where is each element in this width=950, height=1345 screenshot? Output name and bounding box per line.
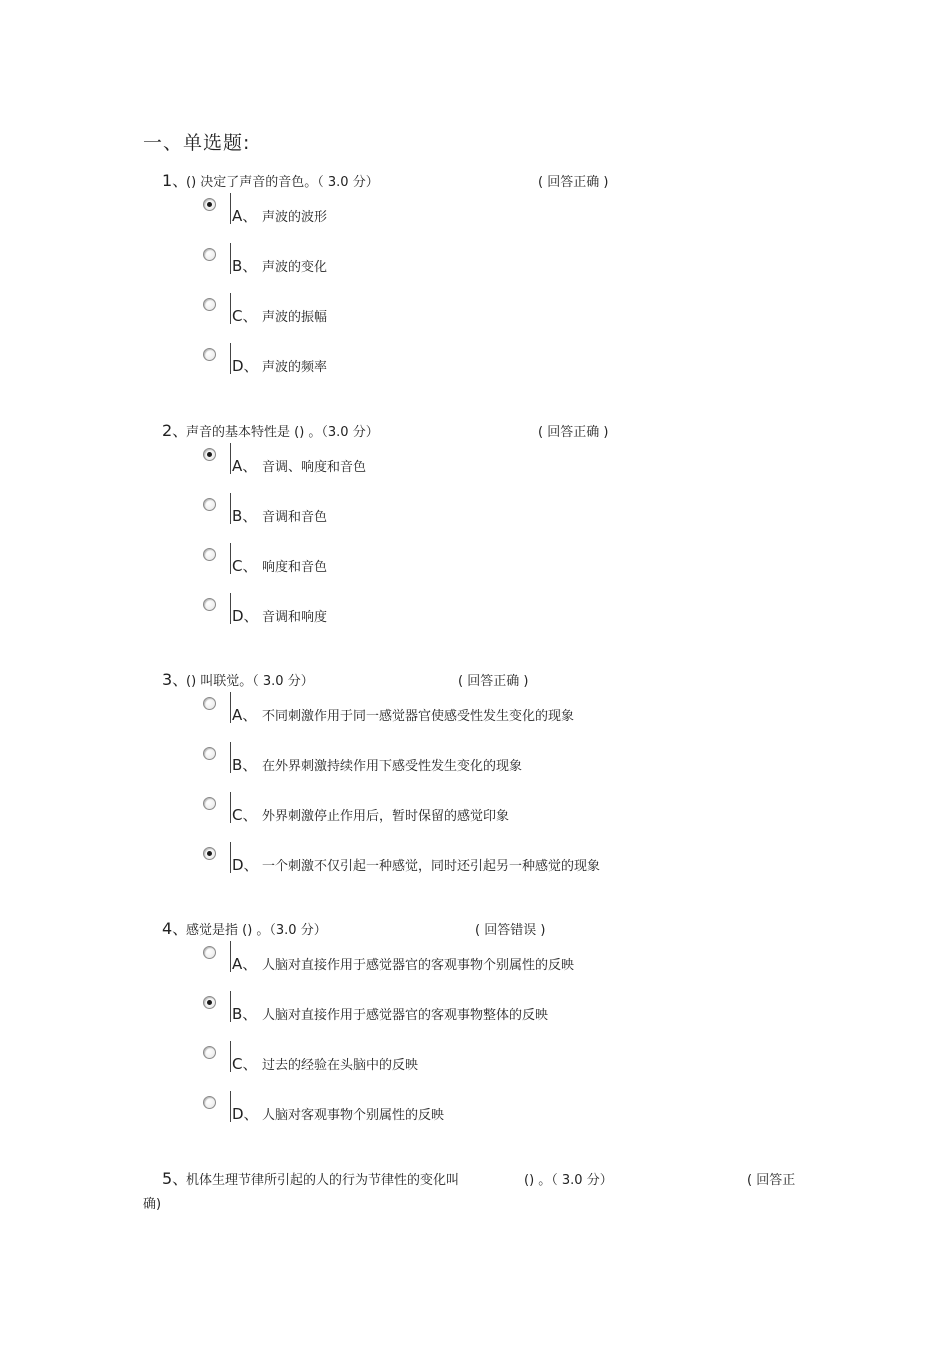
option-divider xyxy=(230,1091,231,1122)
question-3 xyxy=(0,669,950,909)
option-a[interactable] xyxy=(200,941,800,991)
radio-button[interactable] xyxy=(203,348,216,361)
option-list xyxy=(200,193,800,393)
option-text: 音调和响度 xyxy=(262,610,328,625)
option-letter: D、 xyxy=(232,357,259,375)
radio-button[interactable] xyxy=(203,697,216,710)
option-text: 人脑对客观事物个别属性的反映 xyxy=(262,1108,445,1123)
option-text: 过去的经验在头脑中的反映 xyxy=(262,1058,419,1073)
option-text: 声波的振幅 xyxy=(262,310,328,325)
option-text: 不同刺激作用于同一感觉器官使感受性发生变化的现象 xyxy=(262,709,575,724)
radio-button[interactable] xyxy=(203,448,216,461)
radio-button[interactable] xyxy=(203,747,216,760)
question-header xyxy=(0,669,950,691)
answer-status: ( 回答正确 ) xyxy=(458,674,529,689)
section-title: 一、单选题: xyxy=(143,132,251,154)
option-divider xyxy=(230,543,231,574)
option-b[interactable] xyxy=(200,243,800,293)
option-a[interactable] xyxy=(200,193,800,243)
option-text: 在外界刺激持续作用下感受性发生变化的现象 xyxy=(262,759,523,774)
option-letter: B、 xyxy=(232,756,258,774)
option-divider xyxy=(230,493,231,524)
question-number: 2、 xyxy=(162,421,189,440)
option-divider xyxy=(230,742,231,773)
question-header xyxy=(0,1168,950,1190)
question-number: 1、 xyxy=(162,171,189,190)
option-c[interactable] xyxy=(200,792,800,842)
option-a[interactable] xyxy=(200,443,800,493)
option-letter: B、 xyxy=(232,257,258,275)
answer-status: ( 回答正确 ) xyxy=(538,175,609,190)
question-text-suffix: () 。（ 3.0 分） xyxy=(524,1173,613,1188)
question-header xyxy=(0,170,950,192)
option-letter: C、 xyxy=(232,307,258,325)
option-divider xyxy=(230,991,231,1022)
question-number: 4、 xyxy=(162,919,189,938)
question-text: 声音的基本特性是 () 。（3.0 分） xyxy=(186,425,379,440)
option-divider xyxy=(230,293,231,324)
option-c[interactable] xyxy=(200,1041,800,1091)
option-divider xyxy=(230,193,231,224)
radio-button[interactable] xyxy=(203,548,216,561)
radio-button[interactable] xyxy=(203,248,216,261)
option-divider xyxy=(230,842,231,873)
answer-status: ( 回答正确 ) xyxy=(538,425,609,440)
radio-button[interactable] xyxy=(203,797,216,810)
radio-button[interactable] xyxy=(203,996,216,1009)
radio-button[interactable] xyxy=(203,1096,216,1109)
answer-status-continued: 确) xyxy=(143,1197,162,1212)
option-d[interactable] xyxy=(200,343,800,393)
radio-button[interactable] xyxy=(203,1046,216,1059)
radio-button[interactable] xyxy=(203,946,216,959)
option-text: 一个刺激不仅引起一种感觉，同时还引起另一种感觉的现象 xyxy=(262,859,601,874)
option-c[interactable] xyxy=(200,543,800,593)
option-letter: A、 xyxy=(232,457,258,475)
radio-button[interactable] xyxy=(203,598,216,611)
option-text: 声波的频率 xyxy=(262,360,328,375)
option-list xyxy=(200,692,800,892)
option-list xyxy=(200,941,800,1141)
option-c[interactable] xyxy=(200,293,800,343)
option-text: 响度和音色 xyxy=(262,560,328,575)
option-divider xyxy=(230,593,231,624)
option-b[interactable] xyxy=(200,742,800,792)
option-text: 音调、响度和音色 xyxy=(262,460,367,475)
radio-button[interactable] xyxy=(203,298,216,311)
option-a[interactable] xyxy=(200,692,800,742)
option-letter: C、 xyxy=(232,557,258,575)
option-letter: B、 xyxy=(232,1005,258,1023)
option-divider xyxy=(230,792,231,823)
option-divider xyxy=(230,692,231,723)
option-divider xyxy=(230,243,231,274)
option-letter: D、 xyxy=(232,856,259,874)
option-text: 人脑对直接作用于感觉器官的客观事物整体的反映 xyxy=(262,1008,549,1023)
question-text: 机体生理节律所引起的人的行为节律性的变化叫 xyxy=(186,1173,460,1188)
option-text: 人脑对直接作用于感觉器官的客观事物个别属性的反映 xyxy=(262,958,575,973)
question-text: 感觉是指 () 。（3.0 分） xyxy=(186,923,327,938)
question-text: () 决定了声音的音色。（ 3.0 分） xyxy=(186,175,379,190)
option-text: 声波的变化 xyxy=(262,260,328,275)
option-list xyxy=(200,443,800,643)
option-letter: B、 xyxy=(232,507,258,525)
option-text: 声波的波形 xyxy=(262,210,328,225)
option-letter: A、 xyxy=(232,955,258,973)
question-number: 5、 xyxy=(162,1169,189,1188)
option-letter: D、 xyxy=(232,1105,259,1123)
option-d[interactable] xyxy=(200,842,800,892)
option-letter: A、 xyxy=(232,207,258,225)
question-5 xyxy=(0,1168,950,1228)
question-header xyxy=(0,918,950,940)
question-text: () 叫联觉。（ 3.0 分） xyxy=(186,674,314,689)
option-d[interactable] xyxy=(200,1091,800,1141)
option-b[interactable] xyxy=(200,991,800,1041)
option-divider xyxy=(230,343,231,374)
question-1 xyxy=(0,170,950,410)
radio-button[interactable] xyxy=(203,847,216,860)
answer-status: ( 回答错误 ) xyxy=(475,923,546,938)
question-2 xyxy=(0,420,950,660)
question-number: 3、 xyxy=(162,670,189,689)
option-text: 外界刺激停止作用后，暂时保留的感觉印象 xyxy=(262,809,510,824)
question-header xyxy=(0,420,950,442)
option-letter: A、 xyxy=(232,706,258,724)
answer-status: ( 回答正 xyxy=(747,1173,796,1188)
option-letter: C、 xyxy=(232,1055,258,1073)
option-d[interactable] xyxy=(200,593,800,643)
question-4 xyxy=(0,918,950,1158)
option-divider xyxy=(230,1041,231,1072)
radio-button[interactable] xyxy=(203,498,216,511)
option-letter: D、 xyxy=(232,607,259,625)
option-letter: C、 xyxy=(232,806,258,824)
radio-button[interactable] xyxy=(203,198,216,211)
option-divider xyxy=(230,443,231,474)
option-divider xyxy=(230,941,231,972)
option-b[interactable] xyxy=(200,493,800,543)
option-text: 音调和音色 xyxy=(262,510,328,525)
